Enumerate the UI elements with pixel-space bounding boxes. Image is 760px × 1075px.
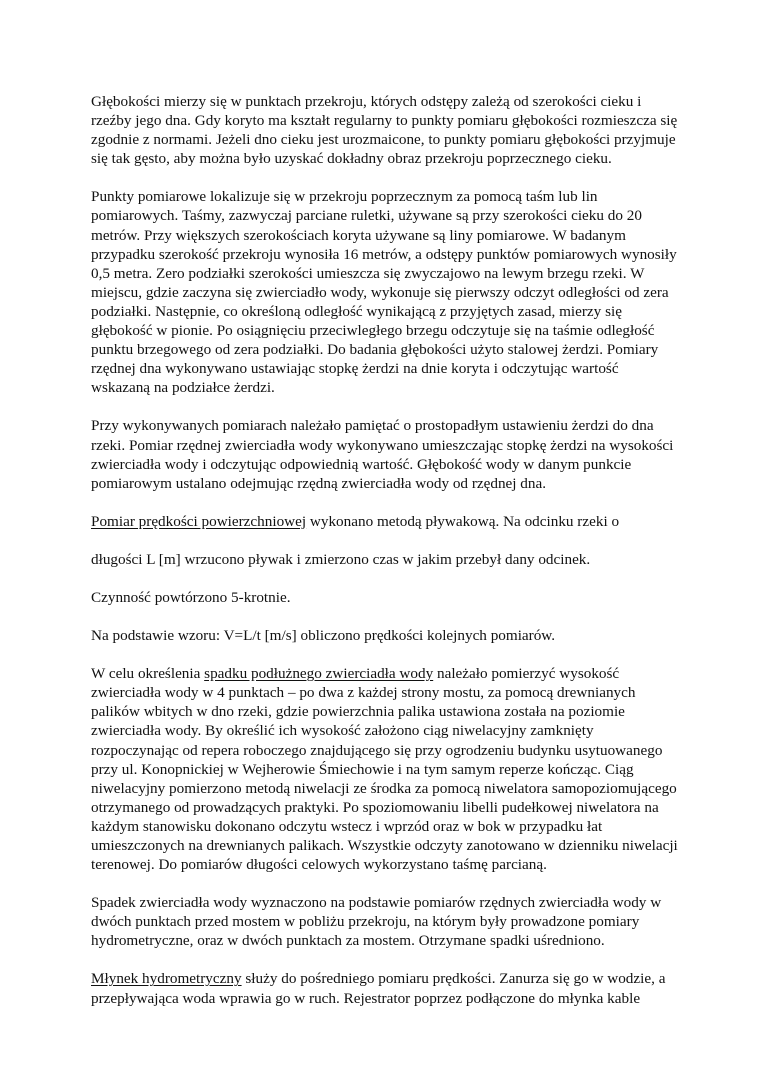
paragraph-repetition xyxy=(91,588,681,607)
paragraph-surface-velocity xyxy=(91,512,681,531)
paragraph-text: służy do pośredniego pomiaru prędkości. Zanurza się go w wodzie, a przepływająca woda wprawia go w ruch. Rejestrator poprzez podłączone do młynka kable xyxy=(91,970,666,1007)
paragraph-text: Przy wykonywanych pomiarach należało pamiętać o prostopadłym ustawieniu żerdzi do dna rzeki. Pomiar rzędnej zwierciadła wody wykonywano umieszczając stopkę żerdzi na wysokości zwierciadła wody i odczytując odpowiednią wartość. Głębokość wody w danym punkcie pomiarowym ustalano odejmując rzędną zwierciadła wody od rzędnej dna. xyxy=(91,417,674,492)
document-page xyxy=(91,92,681,1027)
paragraph-measurement-points xyxy=(91,187,681,397)
paragraph-float-length xyxy=(91,550,681,569)
underlined-term: Pomiar prędkości powierzchniowej xyxy=(91,512,307,530)
paragraph-text: Głębokości mierzy się w punktach przekroju, których odstępy zależą od szerokości cieku i rzeźby jego dna. Gdy koryto ma kształt regularny to punkty pomiaru głębokości rozmieszcza się zgodnie z normami. Jeżeli dno cieku jest urozmaicone, to punkty pomiaru głębokości przyjmuje się tak gęsto, aby można było uzyskać dokładny obraz przekroju poprzecznego cieku. xyxy=(91,93,678,168)
paragraph-text-before: W celu określenia xyxy=(91,665,205,683)
paragraph-slope-result xyxy=(91,893,681,950)
paragraph-text: Spadek zwierciadła wody wyznaczono na podstawie pomiarów rzędnych zwierciadła wody w dwóch punktach przed mostem w pobliżu przekroju, na którym były prowadzone pomiary hydrometryczne, oraz w dwóch punktach za mostem. Otrzymane spadki uśredniono. xyxy=(91,894,662,950)
paragraph-text: długości L [m] wrzucono pływak i zmierzono czas w jakim przebył dany odcinek. xyxy=(91,550,591,568)
paragraph-text: Punkty pomiarowe lokalizuje się w przekroju poprzecznym za pomocą taśm lub lin pomiarowych. Taśmy, zazwyczaj parciane ruletki, używane są przy szerokości cieku do 20 metrów. Przy większych szerokościach koryta używane są liny pomiarowe. W badanym przypadku szerokość przekroju wynosiła 16 metrów, a odstępy punktów pomiarowych wynosiły 0,5 metra. Zero podziałki szerokości umieszcza się zwyczajowo na lewym brzegu rzeki. W miejscu, gdzie zaczyna się zwierciadło wody, wykonuje się pierwszy odczyt odległości od zera podziałki. Następnie, co określoną odległość wynikającą z przyjętych zasad, mierzy się głębokość w pionie. Po osiągnięciu przeciwległego brzegu odczytuje się na taśmie odległość punktu brzegowego od zera podziałki. Do badania głębokości użyto stalowej żerdzi. Pomiary rzędnej dna wykonywano ustawiając stopkę żerdzi na dnie koryta i odczytując wartość wskazaną na podziałce żerdzi. xyxy=(91,188,677,397)
paragraph-text: należało pomierzyć wysokość zwierciadła wody w 4 punktach – po dwa z każdej strony mostu, za pomocą drewnianych palików wbitych w dno rzeki, gdzie powierzchnia palika ustawiona została na poziomie zwierciadła wody. By określić ich wysokość założono ciąg niwelacyjny zamknięty rozpoczynając od repera roboczego znajdującego się przy ogrodzeniu budynku usytuowanego przy ul. Konopnickiej w Wejherowie Śmiechowie i na tym samym reperze kończąc. Ciąg niwelacyjny pomierzono metodą niwelacji ze środka za pomocą niwelatora samopoziomującego otrzymanego od prowadzących praktyki. Po spoziomowaniu libelli pudełkowej niwelatora na każdym stanowisku dokonano odczytu wstecz i wprzód oraz w bok w przypadku łat umieszczonych na drewnianych palikach. Wszystkie odczyty zanotowano w dzienniku niwelacji terenowej. Do pomiarów długości celowych wykorzystano taśmę parcianą. xyxy=(91,665,678,874)
paragraph-text: wykonano metodą pływakową. Na odcinku rzeki o xyxy=(306,512,620,530)
paragraph-formula xyxy=(91,626,681,645)
underlined-term: Młynek hydrometryczny xyxy=(91,970,242,988)
paragraph-text: Czynność powtórzono 5-krotnie. xyxy=(91,588,291,606)
paragraph-text: Na podstawie wzoru: V=L/t [m/s] obliczono prędkości kolejnych pomiarów. xyxy=(91,627,556,645)
paragraph-depth-measurement xyxy=(91,92,681,168)
paragraph-current-meter xyxy=(91,969,681,1007)
paragraph-slope xyxy=(91,664,681,874)
paragraph-water-level xyxy=(91,416,681,492)
underlined-term: spadku podłużnego zwierciadła wody xyxy=(204,665,434,683)
